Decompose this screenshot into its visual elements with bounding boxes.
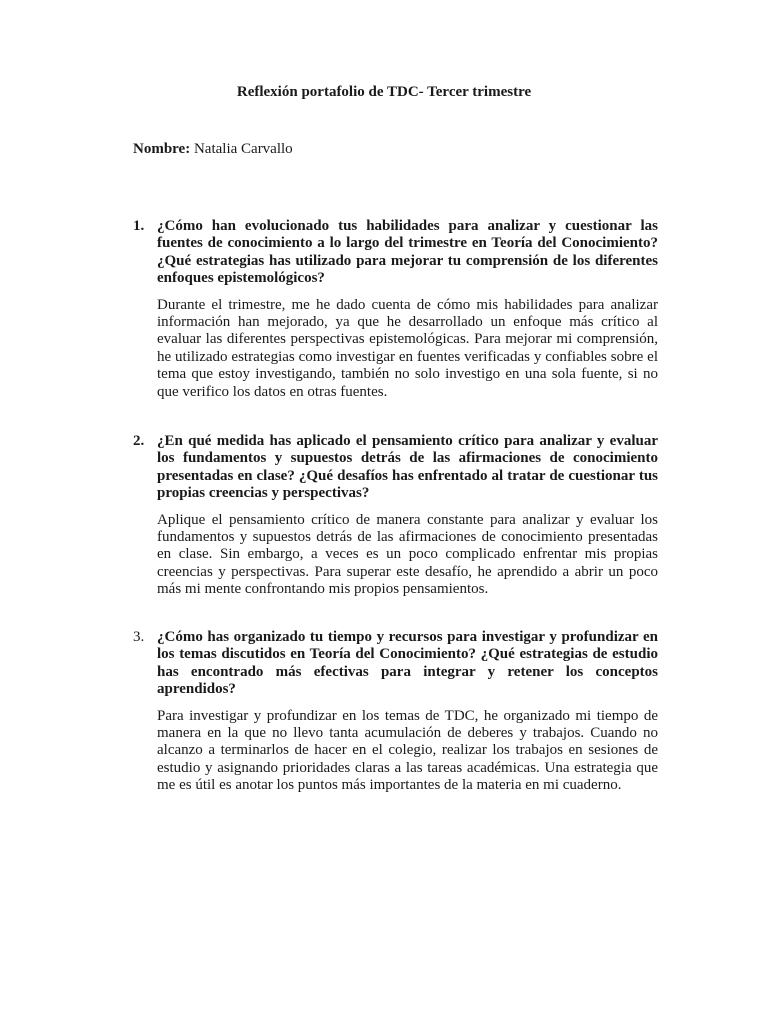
name-value: Natalia Carvallo [193,141,293,157]
question-number: 2. [133,433,145,449]
answer-text: Aplique el pensamiento crítico de manera constante para analizar y evaluar los fundamentos y supuestos detrás de las afirmaciones de conocimiento presentadas en clase. Sin embargo, a veces es un poco complicado enfrentar mis propias creencias y perspectivas. Para superar este desafío, he aprendido a abrir un poco más mi mente confrontando mis propios pensamientos. [157,511,658,598]
answer-text: Durante el trimestre, me he dado cuenta de cómo mis habilidades para analizar información han mejorado, ya que he desarrollado un enfoque más crítico al evaluar las diferentes perspectivas epistemológicas. Para mejorar mi comprensión, he utilizado estrategias como investigar en fuentes verificadas y confiables sobre el tema que estoy investigando, también no solo investigo en una sola fuente, si no que verifico los datos en otras fuentes. [157,296,658,400]
question-text: ¿Cómo han evolucionado tus habilidades para analizar y cuestionar las fuentes de conocimiento a lo largo del trimestre en Teoría del Conocimiento? ¿Qué estrategias has utilizado para mejorar tu comprensión de los diferentes enfoques epistemológicos? [157,218,658,287]
question-number: 3. [133,629,145,645]
question-text: ¿En qué medida has aplicado el pensamiento crítico para analizar y evaluar los fundamentos y supuestos detrás de las afirmaciones de conocimiento presentadas en clase? ¿Qué desafíos has enfrentado al tratar de cuestionar tus propias creencias y perspectivas? [157,433,658,502]
page-title: Reflexión portafolio de TDC- Tercer trimestre [236,84,532,100]
question-text: ¿Cómo has organizado tu tiempo y recursos para investigar y profundizar en los temas discutidos en Teoría del Conocimiento? ¿Qué estrategias de estudio has encontrado más efectivas para integrar y retener los conceptos aprendidos? [157,629,658,698]
question-block-2 [133,433,658,599]
answer-text: Para investigar y profundizar en los temas de TDC, he organizado mi tiempo de manera en la que no llevo tanta acumulación de deberes y trabajos. Cuando no alcanzo a terminarlos de hacer en el colegio, realizar los trabajos en sesiones de estudio y asignando prioridades claras a las tareas académicas. Una estrategia que me es útil es anotar los puntos más importantes de la materia en mi cuaderno. [157,707,658,794]
question-block-3 [133,629,658,795]
name-line [133,141,293,158]
question-block-1 [133,218,658,401]
question-number: 1. [133,218,145,234]
name-label: Nombre: [133,141,191,157]
